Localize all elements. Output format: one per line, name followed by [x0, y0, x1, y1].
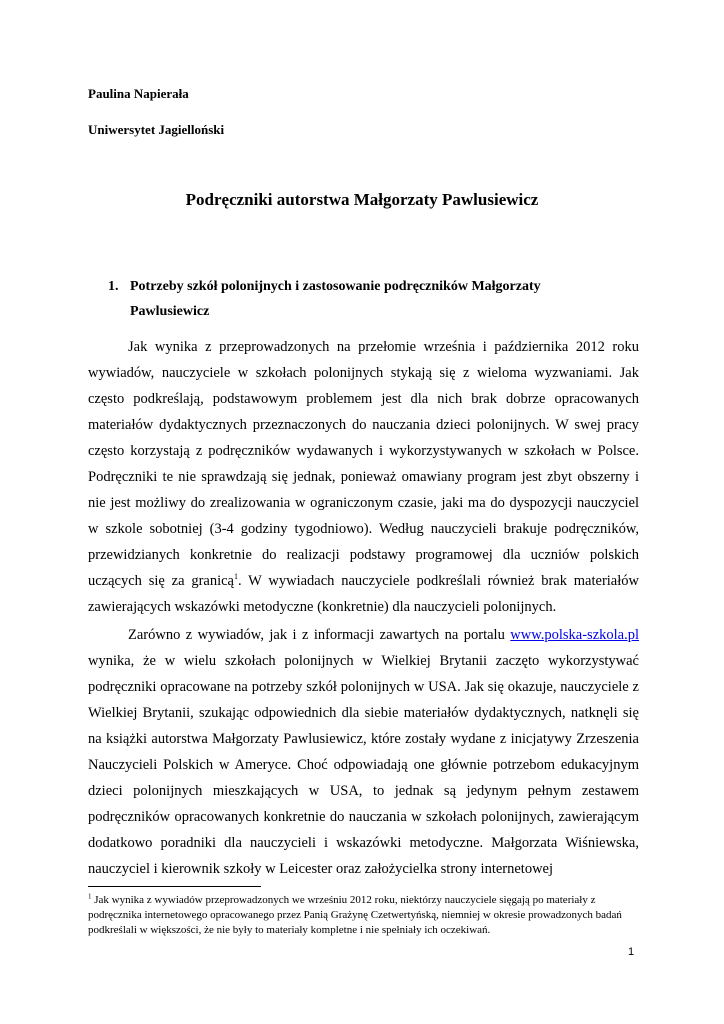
portal-link[interactable]: www.polska-szkola.pl [510, 627, 639, 643]
footnote-divider [88, 886, 261, 887]
footnote-text: Jak wynika z wywiadów przeprowadzonych we wrześniu 2012 roku, niektórzy nauczyciele sięgają po materiały z podręcznika internetowego opracowanego przez Panią Grażynę Czetwertyńską, niemniej w okresie prowadzonych badań podkreślali w większości, że nie były to materiały kompletne i nie spełniały ich oczekiwań. [88, 894, 622, 936]
author-name: Paulina Napierała [88, 86, 189, 101]
paragraph-1-text: Jak wynika z przeprowadzonych na przełomie września i października 2012 roku wywiadów, nauczyciele w szkołach polonijnych stykają się z wieloma wyzwaniami. Jak często podkreślają, podstawowym problemem jest dla nich brak dobrze opracowanych materiałów dydaktycznych przeznaczonych do nauczania dzieci polonijnych. W swej pracy często korzystają z podręczników wydawanych i wykorzystywanych w szkołach w Polsce. Podręczniki te nie sprawdzają się jednak, ponieważ omawiany program jest zbyt obszerny i nie jest możliwy do zrealizowania w ograniczonym czasie, jaki ma do dyspozycji nauczyciel w szkole sobotniej (3-4 godziny tygodniowo). Według nauczycieli brakuje podręczników, przewidzianych konkretnie do realizacji podstawy programowej dla uczniów polskich uczących się za granicą [88, 339, 639, 589]
paragraph-1-text-end: . W wywiadach nauczyciele podkreślali również brak materiałów zawierających wskazówki metodyczne (konkretnie) dla nauczycieli polonijnych. [88, 573, 639, 615]
document-title: Podręczniki autorstwa Małgorzaty Pawlusiewicz [185, 190, 539, 209]
footnote-reference[interactable]: 1 [234, 572, 238, 582]
body-paragraph-2 [88, 622, 639, 882]
page-number: 1 [628, 946, 635, 958]
body-paragraph-1 [88, 334, 639, 620]
footnote [88, 893, 640, 938]
paragraph-2-text: Zarówno z wywiadów, jak i z informacji zawartych na portalu [128, 627, 511, 643]
paragraph-2-text-end: wynika, że w wielu szkołach polonijnych w Wielkiej Brytanii zaczęto wykorzystywać podręczniki opracowane na potrzeby szkół polonijnych w USA. Jak się okazuje, nauczyciele z Wielkiej Brytanii, szukając odpowiednich dla siebie materiałów dydaktycznych, natknęli się na książki autorstwa Małgorzaty Pawlusiewicz, które zostały wydane z inicjatywy Zrzeszenia Nauczycieli Polskich w Ameryce. Choć odpowiadają one głównie potrzebom edukacyjnym dzieci polonijnych mieszkających w USA, to jednak są jedynym pełnym zestawem podręczników opracowanych konkretnie do nauczania w szkołach polonijnych, zawierającym dodatkowo poradniki dla nauczycieli i wskazówki metodyczne. Małgorzata Wiśniewska, nauczyciel i kierownik szkoły w Leicester oraz założycielka strony internetowej [88, 653, 639, 877]
author-affiliation: Uniwersytet Jagielloński [88, 122, 225, 137]
footnote-number: 1 [88, 892, 92, 901]
section-number: 1. [108, 279, 119, 294]
section-heading-text: Potrzeby szkół polonijnych i zastosowanie podręczników Małgorzaty Pawlusiewicz [130, 279, 541, 319]
